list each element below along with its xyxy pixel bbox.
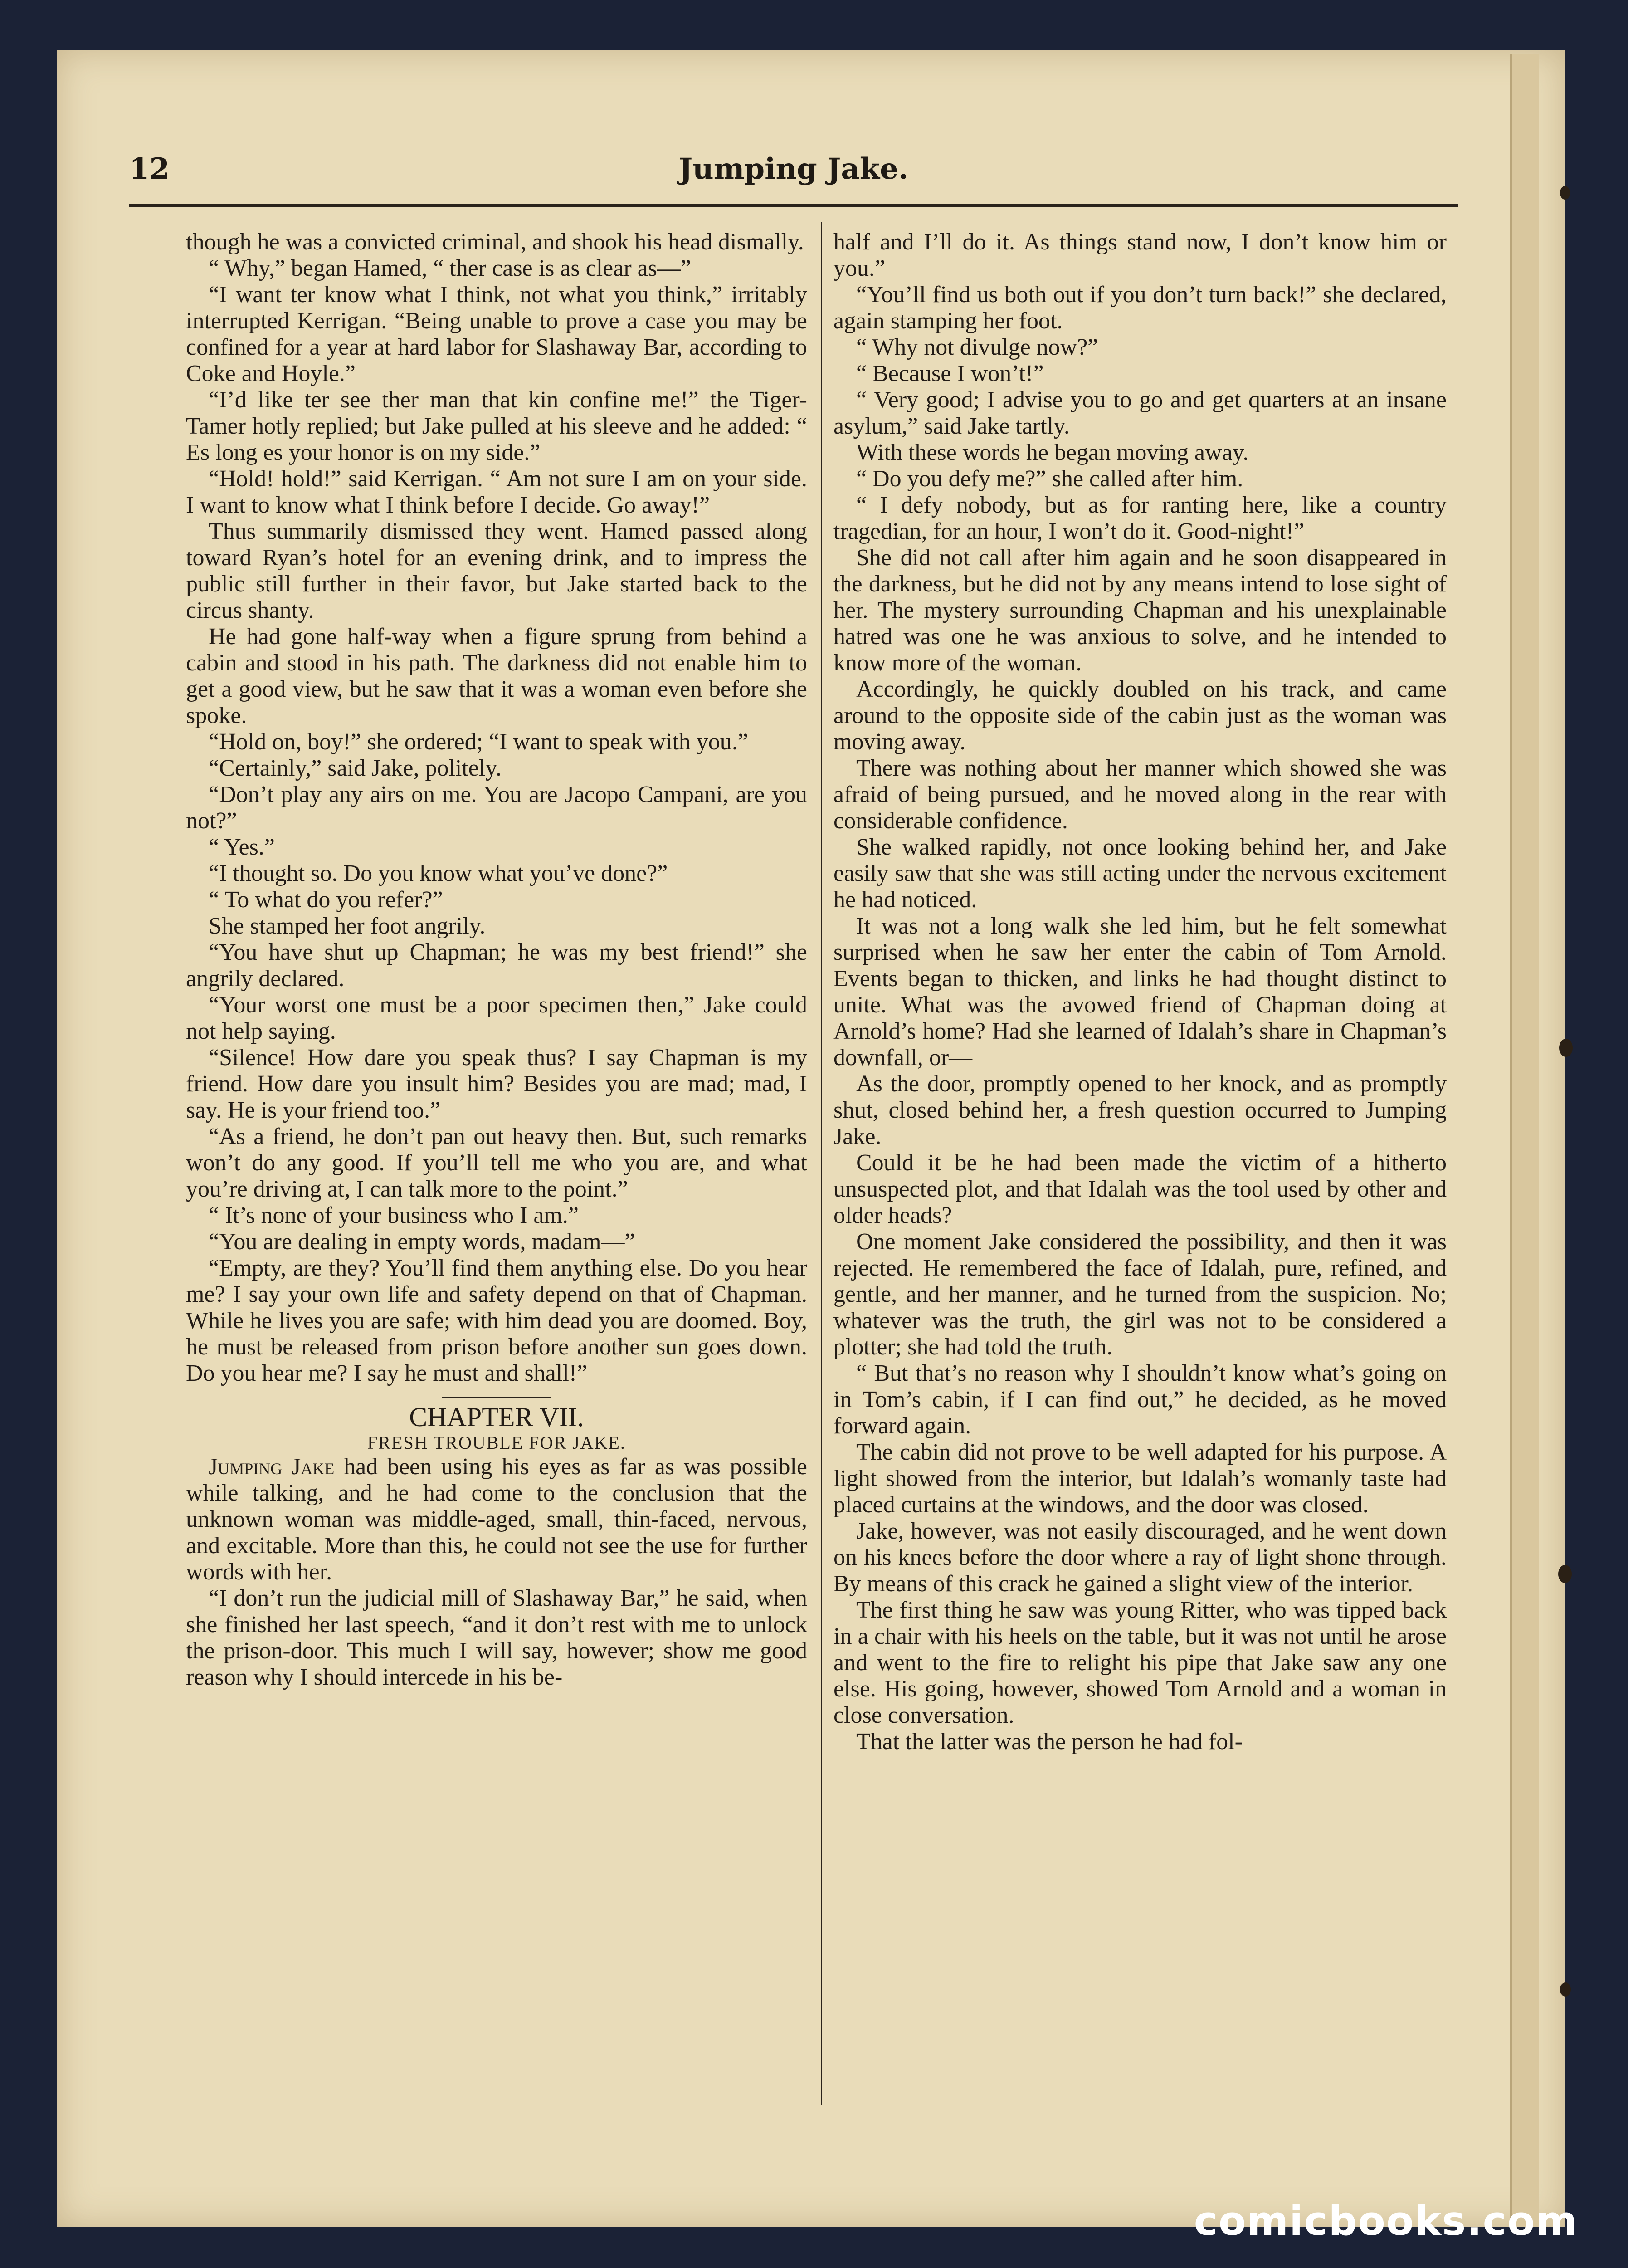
paragraph: He had gone half-way when a figure sprung from behind a cabin and stood in his path. The darkness did not enable him to get a good view, but he saw that it was a woman even before she spoke.: [186, 624, 807, 728]
right-column: [833, 229, 1447, 2116]
paragraph: The cabin did not prove to be well adapted for his purpose. A light showed from the interior, but Idalah’s womanly taste had placed curtains at the windows, and the door was closed.: [833, 1439, 1447, 1518]
paragraph: “Empty, are they? You’ll find them anything else. Do you hear me? I say your own life and safety depend on that of Chapman. While he lives you are safe; with him dead you are doomed. Boy, he must be released from prison before another sun goes down. Do you hear me? I say he must and shall!”: [186, 1255, 807, 1386]
paragraph: Could it be he had been made the victim of a hitherto unsuspected plot, and that Idalah was the tool used by other and older heads?: [833, 1150, 1447, 1228]
page-number: 12: [129, 152, 170, 186]
binding-hole: [1559, 1039, 1573, 1057]
paragraph: “You are dealing in empty words, madam—”: [209, 1229, 635, 1255]
left-column: [186, 229, 807, 2116]
paragraph: One moment Jake considered the possibility, and then it was rejected. He remembered the face of Idalah, pure, refined, and gentle, and her manner, and he turned from the suspicion. No; whatever was the truth, the girl was not to be considered a plotter; she had told the truth.: [833, 1229, 1447, 1360]
paragraph: “Don’t play any airs on me. You are Jacopo Campani, are you not?”: [186, 782, 807, 834]
column-divider: [821, 222, 822, 2105]
paragraph: “You have shut up Chapman; he was my best friend!” she angrily declared.: [186, 939, 807, 992]
paragraph: Accordingly, he quickly doubled on his track, and came around to the opposite side of the cabin just as the woman was moving away.: [833, 676, 1447, 755]
binding-hole: [1558, 1565, 1572, 1583]
paragraph: “ Why not divulge now?”: [856, 334, 1098, 360]
paragraph: “I don’t run the judicial mill of Slashaway Bar,” he said, when she finished her last speech, “and it don’t rest with me to unlock the prison-door. This much I will say, however; show me good reason why I should intercede in his be-: [186, 1585, 807, 1690]
paragraph: “As a friend, he don’t pan out heavy then. But, such remarks won’t do any good. If you’ll tell me who you are, and what you’re driving at, I can talk more to the point.”: [186, 1124, 807, 1202]
paragraph: There was nothing about her manner which showed she was afraid of being pursued, and he moved along in the rear with considerable confidence.: [833, 755, 1447, 834]
paragraph: “I’d like ter see ther man that kin confine me!” the Tiger-Tamer hotly replied; but Jake pulled at his sleeve and he added: “ Es long es your honor is on my side.”: [186, 387, 807, 465]
paragraph: That the latter was the person he had fol-: [856, 1729, 1243, 1755]
paragraph: As the door, promptly opened to her knock, and as promptly shut, closed behind her, a fresh question occurred to Jumping Jake.: [833, 1071, 1447, 1149]
paragraph: It was not a long walk she led him, but he felt somewhat surprised when he saw her enter the cabin of Tom Arnold. Events began to thicken, and links he had thought distinct to unite. What was the avowed friend of Chapman doing at Arnold’s home? Had she learned of Idalah’s share in Chapman’s downfall, or—: [833, 913, 1447, 1070]
paragraph: though he was a convicted criminal, and shook his head dismally.: [186, 229, 804, 255]
paragraph: “ To what do you refer?”: [209, 887, 443, 913]
paragraph: “ It’s none of your business who I am.”: [209, 1202, 579, 1228]
running-title: Jumping Jake.: [678, 152, 909, 186]
paragraph: “I want ter know what I think, not what you think,” irritably interrupted Kerrigan. “Being unable to prove a case you may be confined for a year at hard labor for Slashaway Bar, according to Coke and Hoyle.”: [186, 282, 807, 386]
paragraph: “ Because I won’t!”: [856, 361, 1044, 386]
paragraph: half and I’ll do it. As things stand now, I don’t know him or you.”: [833, 229, 1447, 281]
paragraph: “ I defy nobody, but as for ranting here, like a country tragedian, for an hour, I won’t do it. Good-night!”: [833, 492, 1447, 544]
paragraph: She did not call after him again and he soon disappeared in the darkness, but he did not by any means intend to lose sight of her. The mystery surrounding Chapman and his unexplainable hatred was one he was anxious to solve, and he intended to know more of the woman.: [833, 545, 1447, 676]
binding-hole: [1560, 186, 1570, 200]
header-rule: [129, 204, 1458, 207]
chapter-heading: CHAPTER VII.: [409, 1402, 584, 1432]
paragraph: “Hold! hold!” said Kerrigan. “ Am not sure I am on your side. I want to know what I think before I decide. Go away!”: [186, 466, 807, 518]
binding-hole: [1560, 1982, 1571, 1997]
paragraph: “ Do you defy me?” she called after him.: [856, 466, 1243, 492]
chapter-first-paragraph: [186, 1454, 807, 1585]
paragraph: With these words he began moving away.: [856, 440, 1249, 465]
chapter-first-paragraph-text: had been using his eyes as far as was possible while talking, and he had come to the conclusion that the unknown woman was middle-aged, small, thin-faced, nervous, and excitable. More than this, he could not see the use for further words with her.: [186, 1454, 807, 1585]
paragraph: The first thing he saw was young Ritter, who was tipped back in a chair with his heels on the table, but it was not until he arose and went to the fire to relight his pipe that Jake saw any one else. His going, however, showed Tom Arnold and a woman in close conversation.: [833, 1597, 1447, 1728]
paragraph: Jake, however, was not easily discouraged, and he went down on his knees before the door where a ray of light shone through. By means of this crack he gained a slight view of the interior.: [833, 1518, 1447, 1597]
paragraph: “Hold on, boy!” she ordered; “I want to speak with you.”: [209, 729, 748, 755]
paragraph: “ Yes.”: [209, 834, 275, 860]
paragraph: “Certainly,” said Jake, politely.: [209, 755, 502, 781]
watermark-text: comicbooks.com: [1194, 2198, 1578, 2244]
page-header: [129, 152, 1458, 202]
chapter-rule: [442, 1397, 551, 1398]
page-spine-edge: [1510, 54, 1539, 2227]
paragraph: “Silence! How dare you speak thus? I say Chapman is my friend. How dare you insult him? Besides you are mad; mad, I say. He is your friend too.”: [186, 1045, 807, 1123]
paragraph: “ Very good; I advise you to go and get quarters at an insane asylum,” said Jake tartly.: [833, 387, 1447, 439]
chapter-lead-words: Jumping Jake: [209, 1454, 335, 1480]
paragraph: She stamped her foot angrily.: [209, 913, 486, 939]
paragraph: “Your worst one must be a poor specimen then,” Jake could not help saying.: [186, 992, 807, 1044]
paragraph: “ But that’s no reason why I shouldn’t know what’s going on in Tom’s cabin, if I can find out,” he decided, as he moved forward again.: [833, 1360, 1447, 1439]
paragraph: “I thought so. Do you know what you’ve done?”: [209, 860, 668, 886]
paragraph: Thus summarily dismissed they went. Hamed passed along toward Ryan’s hotel for an evening drink, and to impress the public still further in their favor, but Jake started back to the circus shanty.: [186, 518, 807, 623]
paragraph: She walked rapidly, not once looking behind her, and Jake easily saw that she was still acting under the nervous excitement he had noticed.: [833, 834, 1447, 913]
chapter-subtitle: FRESH TROUBLE FOR JAKE.: [367, 1432, 626, 1453]
paragraph: “You’ll find us both out if you don’t turn back!” she declared, again stamping her foot.: [833, 282, 1447, 334]
paragraph: “ Why,” began Hamed, “ ther case is as clear as—”: [209, 255, 692, 281]
